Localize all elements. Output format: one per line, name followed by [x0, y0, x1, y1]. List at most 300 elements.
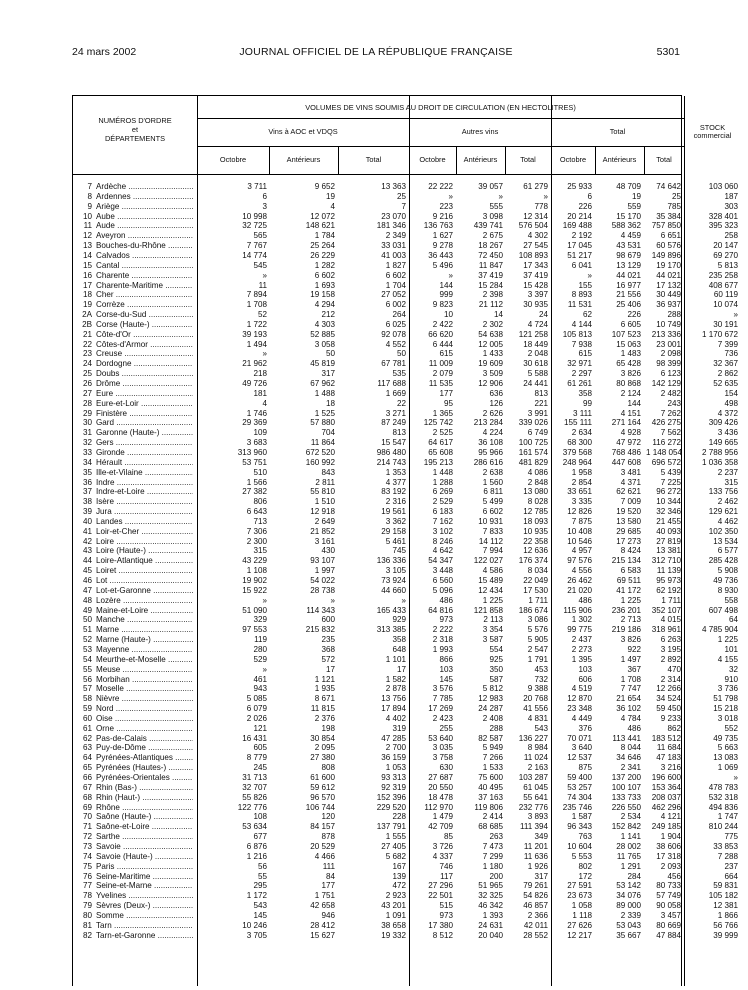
table-cell: 43 531 [616, 241, 641, 251]
table-cell: 18 [325, 398, 335, 408]
table-cell: 4 449 [571, 713, 592, 723]
table-cell: 3 397 [527, 290, 548, 300]
table-row [73, 447, 738, 458]
table-cell: 943 [253, 684, 267, 694]
table-cell: 329 [253, 615, 267, 625]
table-cell: 22 501 [428, 891, 453, 901]
table-cell: 1 483 [620, 349, 641, 359]
table-row [73, 507, 738, 517]
table-cell: 7 162 [432, 516, 453, 526]
table-cell: 121 [253, 723, 267, 733]
table-cell: 43 229 [242, 556, 267, 566]
table-cell: 8 779 [246, 753, 267, 763]
department-name: Corrèze ..... [96, 300, 193, 310]
table-cell: 42 709 [428, 822, 453, 832]
table-cell: 11 024 [523, 753, 548, 763]
table-cell: 367 [627, 664, 641, 674]
table-cell: 9 388 [527, 684, 548, 694]
table-cell: 7 [401, 201, 406, 211]
table-cell: 26 229 [310, 250, 335, 260]
table-cell: 208 037 [651, 792, 681, 802]
department-code: 49 [82, 605, 92, 615]
table-cell: 48 709 [616, 182, 641, 191]
table-cell: 120 [321, 812, 335, 822]
table-cell: 30 449 [656, 290, 681, 300]
table-row [73, 901, 738, 911]
table-cell: 13 534 [713, 536, 738, 546]
department-code: 16 [82, 270, 92, 280]
table-cell: 486 [578, 595, 592, 605]
table-cell: 16 431 [242, 733, 267, 743]
table-cell: 2 437 [571, 635, 592, 645]
table-cell: 4 015 [660, 615, 681, 625]
table-cell: 169 488 [562, 221, 592, 231]
table-cell: 4 459 [620, 231, 641, 241]
table-cell: 145 [253, 910, 267, 920]
department-code: 15 [82, 260, 92, 270]
department-code: 68 [82, 792, 92, 802]
table-cell: 3 271 [385, 408, 406, 418]
table-cell: 6 811 [483, 487, 503, 497]
table-cell: 75 600 [478, 773, 503, 782]
department-code: 58 [82, 694, 92, 704]
table-cell: 152 842 [611, 822, 641, 832]
table-cell: » [330, 595, 335, 605]
table-cell: » [543, 191, 548, 201]
table-cell: 3 826 [620, 369, 641, 379]
table-row [73, 339, 738, 350]
table-cell: 7 894 [246, 290, 267, 300]
table-row [73, 585, 738, 596]
table-cell: 6 577 [717, 546, 738, 556]
table-cell: 1 121 [314, 674, 335, 684]
table-cell: 545 [253, 260, 267, 270]
table-cell: 236 201 [611, 605, 641, 615]
table-cell: 470 [667, 664, 681, 674]
table-cell: 565 [253, 231, 267, 241]
department-code: 26 [82, 379, 92, 388]
table-cell: 249 185 [651, 822, 681, 832]
table-row [73, 369, 738, 379]
table-cell: 41 003 [381, 250, 406, 260]
department-name: Oise ..... [96, 714, 193, 724]
table-cell: 32 971 [567, 359, 592, 369]
table-cell: 7 747 [620, 684, 641, 694]
table-cell: 13 381 [656, 546, 681, 556]
department-name: Landes ..... [96, 517, 193, 527]
table-cell: 17 045 [567, 241, 592, 251]
table-cell: 3 111 [572, 408, 592, 418]
table-cell: 1 433 [482, 349, 503, 359]
table-cell: 97 553 [242, 625, 267, 635]
table-cell: 214 743 [376, 457, 406, 467]
table-cell: 3 018 [717, 713, 738, 723]
table-cell: 145 [439, 674, 453, 684]
department-name: Nord ..... [96, 704, 193, 714]
table-cell: 12 785 [523, 507, 548, 517]
table-cell: 20 040 [478, 930, 503, 940]
table-cell: 85 [443, 832, 453, 842]
department-code: 12 [82, 231, 92, 241]
table-row [73, 930, 738, 941]
department-code: 82 [82, 930, 92, 940]
table-cell: 510 [253, 467, 267, 477]
table-cell: 1 170 672 [701, 329, 738, 339]
table-cell: 11 201 [523, 841, 548, 851]
table-row [73, 773, 738, 783]
department-code: 81 [82, 920, 92, 930]
table-cell: 12 005 [478, 339, 503, 349]
table-cell: 54 022 [310, 576, 335, 585]
table-cell: 2 314 [660, 674, 681, 684]
table-cell: 24 287 [478, 704, 503, 714]
table-cell: 21 852 [310, 526, 335, 536]
table-cell: 121 858 [473, 605, 503, 615]
table-cell: 25 933 [567, 182, 592, 191]
table-cell: 456 [667, 871, 681, 881]
table-cell: 3 683 [246, 438, 267, 448]
table-cell: 3 726 [432, 841, 453, 851]
table-cell: 2 534 [620, 812, 641, 822]
table-cell: 7 767 [246, 241, 267, 251]
department-code: 25 [82, 369, 92, 379]
table-row [73, 644, 738, 655]
table-cell: 11 847 [478, 260, 503, 270]
table-cell: 133 756 [708, 487, 738, 497]
table-cell: 757 850 [651, 221, 681, 231]
table-cell: 55 641 [523, 792, 548, 802]
table-cell: 37 419 [478, 270, 503, 280]
table-cell: 11 535 [428, 379, 453, 388]
department-code: 2A [82, 310, 92, 320]
table-row [73, 398, 738, 409]
table-cell: 47 183 [656, 753, 681, 763]
table-cell: 4 144 [571, 319, 592, 329]
table-cell: 1 494 [246, 339, 267, 349]
table-cell: 7 994 [482, 546, 503, 556]
table-cell: 7 938 [571, 339, 592, 349]
table-cell: 49 736 [713, 576, 738, 585]
table-cell: 17 894 [381, 704, 406, 714]
department-name: Tarn-et-Garonne ..... [96, 931, 193, 941]
department-name: Corse-du-Sud ..... [96, 310, 193, 320]
table-cell: 142 129 [651, 379, 681, 388]
table-cell: 6 651 [660, 231, 681, 241]
table-cell: 56 766 [713, 920, 738, 930]
table-cell: 12 314 [523, 211, 548, 221]
table-cell: 2 713 [620, 615, 641, 625]
table-cell: 30 191 [713, 319, 738, 329]
table-cell: 176 374 [518, 556, 548, 566]
table-cell: 1 693 [314, 280, 335, 290]
table-cell: 309 426 [708, 418, 738, 428]
table-cell: 2 297 [571, 369, 592, 379]
table-row [73, 388, 738, 399]
table-cell: 36 108 [478, 438, 503, 448]
table-cell: 572 [321, 654, 335, 664]
table-cell: 286 616 [473, 457, 503, 467]
table-cell: 32 [728, 664, 738, 674]
table-cell: 45 819 [310, 359, 335, 369]
table-cell: 17 318 [656, 851, 681, 861]
table-cell: 235 258 [708, 270, 738, 280]
table-cell: 2 626 [482, 408, 503, 418]
table-cell: 4 724 [527, 319, 548, 329]
table-cell: 453 [534, 664, 548, 674]
table-cell: 19 [325, 191, 335, 201]
department-name: Ille-et-Vilaine ..... [96, 468, 193, 478]
department-code: 2B [82, 319, 92, 329]
table-cell: 4 466 [314, 851, 335, 861]
table-cell: 27 687 [428, 773, 453, 782]
table-cell: 1 091 [385, 910, 406, 920]
table-cell: 9 278 [432, 241, 453, 251]
department-name: Sèvres (Deux-) ..... [96, 901, 193, 911]
table-cell: 34 524 [656, 694, 681, 704]
table-cell: 55 [257, 871, 267, 881]
table-cell: 12 537 [567, 753, 592, 763]
table-row [73, 723, 738, 734]
table-cell: 136 227 [518, 733, 548, 743]
department-name: Cher ..... [96, 290, 193, 300]
table-cell: 35 384 [656, 211, 681, 221]
table-cell: 2 098 [660, 349, 681, 359]
department-code: 38 [82, 497, 92, 507]
table-cell: 328 401 [708, 211, 738, 221]
table-cell: 33 651 [567, 487, 592, 497]
table-cell: 746 [439, 861, 453, 871]
table-row [73, 211, 738, 222]
department-code: 8 [87, 191, 92, 201]
subcol-header: Antérieurs [463, 155, 498, 164]
department-code: 57 [82, 684, 92, 694]
subcol-header: Octobre [419, 155, 446, 164]
table-row [73, 871, 738, 882]
department-name: Côte-d'Or ..... [96, 330, 193, 340]
table-cell: 1 108 [246, 566, 267, 576]
table-cell: 51 090 [242, 605, 267, 615]
department-code: 53 [82, 644, 92, 654]
table-cell: 3 335 [571, 497, 592, 507]
table-cell: 16 977 [616, 280, 641, 290]
table-cell: 21 556 [616, 290, 641, 300]
table-cell: 27 545 [523, 241, 548, 251]
table-row [73, 566, 738, 576]
group-aoc-header: Vins à AOC et VDQS [268, 127, 338, 136]
table-cell: 84 157 [310, 822, 335, 832]
department-name: Eure ..... [96, 389, 193, 399]
table-cell: 4 302 [527, 231, 548, 241]
department-code: 22 [82, 339, 92, 349]
table-cell: 5 813 [717, 260, 738, 270]
table-cell: 22 049 [523, 576, 548, 585]
table-cell: 8 044 [620, 743, 641, 753]
department-code: 41 [82, 526, 92, 536]
table-cell: 3 457 [660, 910, 681, 920]
department-name: Indre-et-Loire ..... [96, 487, 193, 497]
table-cell: 59 612 [310, 782, 335, 792]
department-name: Tarn ..... [96, 921, 193, 931]
table-cell: 630 [439, 763, 453, 773]
table-cell: 59 831 [713, 881, 738, 891]
table-cell: 99 775 [567, 625, 592, 635]
table-cell: 57 880 [310, 418, 335, 428]
table-cell: 28 552 [523, 930, 548, 940]
table-cell: 80 669 [656, 920, 681, 930]
table-cell: 54 638 [478, 329, 503, 339]
department-code: 28 [82, 398, 92, 408]
table-cell: 946 [321, 910, 335, 920]
table-cell: 6 183 [432, 507, 453, 517]
table-row [73, 221, 738, 231]
table-cell: 14 112 [478, 536, 503, 546]
table-cell: 22 222 [428, 182, 453, 191]
department-name: Meuse ..... [96, 665, 193, 675]
table-cell: 99 [582, 398, 592, 408]
table-cell: 33 853 [713, 841, 738, 851]
table-cell: 37 419 [523, 270, 548, 280]
table-row [73, 743, 738, 753]
table-row [73, 487, 738, 497]
table-cell: 12 434 [478, 585, 503, 595]
department-code: 30 [82, 418, 92, 428]
table-cell: 43 201 [381, 901, 406, 911]
table-cell: 154 [724, 388, 738, 398]
table-cell: 113 441 [612, 733, 641, 743]
table-cell: 96 343 [567, 822, 592, 832]
table-cell: 74 642 [656, 182, 681, 191]
table-cell: 986 480 [376, 447, 406, 457]
table-cell: 3 436 [717, 428, 738, 438]
department-code: 77 [82, 881, 92, 891]
table-cell: 3 [262, 201, 267, 211]
table-cell: 212 [321, 310, 335, 320]
table-cell: 107 523 [611, 329, 641, 339]
table-row [73, 674, 738, 685]
table-cell: 3 758 [432, 753, 453, 763]
table-cell: 139 [392, 871, 406, 881]
table-cell: 28 002 [616, 841, 641, 851]
table-cell: 7 288 [717, 851, 738, 861]
table-cell: 1 958 [571, 467, 592, 477]
table-cell: 11 [258, 280, 267, 290]
table-cell: 605 [253, 743, 267, 753]
department-code: 59 [82, 704, 92, 714]
table-cell: 6 [587, 191, 592, 201]
department-name: Creuse ..... [96, 349, 193, 359]
table-cell: 481 829 [518, 457, 548, 467]
table-cell: 3 705 [246, 930, 267, 940]
table-cell: 38 658 [381, 920, 406, 930]
table-cell: 215 134 [611, 556, 641, 566]
table-cell: 12 072 [310, 211, 335, 221]
department-name: Rhin (Haut-) ..... [96, 793, 193, 803]
table-cell: 1 118 [572, 910, 592, 920]
table-cell: 232 776 [518, 802, 548, 812]
table-cell: 5 949 [482, 743, 503, 753]
stock-header-line1: STOCK [699, 123, 726, 132]
department-name: Isère ..... [96, 497, 193, 507]
table-cell: 22 358 [523, 536, 548, 546]
table-row [73, 467, 738, 478]
table-cell: 15 218 [713, 704, 738, 714]
table-row [73, 753, 738, 763]
department-name: Mayenne ..... [96, 645, 193, 655]
department-code: 13 [82, 241, 92, 251]
table-row [73, 546, 738, 556]
table-cell: 19 [631, 191, 641, 201]
table-cell: 115 906 [563, 605, 592, 615]
table-cell: 1 302 [571, 615, 592, 625]
table-cell: 607 498 [708, 605, 738, 615]
table-cell: 15 428 [523, 280, 548, 290]
table-cell: 1 993 [432, 644, 453, 654]
table-cell: 8 424 [620, 546, 641, 556]
table-cell: » [262, 595, 267, 605]
department-name: Manche ..... [96, 615, 193, 625]
table-cell: 288 [667, 310, 681, 320]
table-cell: 15 063 [616, 339, 641, 349]
table-cell: 352 107 [651, 605, 681, 615]
department-name: Drôme ..... [96, 379, 193, 389]
table-cell: 2 095 [314, 743, 335, 753]
table-cell: 117 688 [377, 379, 406, 388]
table-cell: 137 791 [376, 822, 406, 832]
table-cell: 97 576 [567, 556, 592, 566]
table-cell: 29 369 [242, 418, 267, 428]
table-cell: 339 026 [518, 418, 548, 428]
table-cell: 6 444 [432, 339, 453, 349]
table-cell: 7 009 [620, 497, 641, 507]
department-name: Nièvre ..... [96, 694, 193, 704]
table-cell: 8 984 [527, 743, 548, 753]
table-cell: 10 998 [242, 211, 267, 221]
table-cell: 13 083 [713, 753, 738, 763]
table-row [73, 654, 738, 665]
table-cell: 3 035 [432, 743, 453, 753]
department-code: 47 [82, 585, 92, 595]
table-cell: 152 396 [376, 792, 406, 802]
department-name: Saône (Haute-) ..... [96, 812, 193, 822]
table-row [73, 861, 738, 872]
table-cell: 27 819 [656, 536, 681, 546]
table-cell: 53 043 [616, 920, 641, 930]
department-name: Seine-et-Marne ..... [96, 881, 193, 891]
table-cell: 53 634 [242, 822, 267, 832]
table-cell: 38 606 [656, 841, 681, 851]
table-cell: 37 163 [478, 792, 503, 802]
table-cell: 6 560 [432, 576, 453, 585]
table-cell: 149 665 [708, 438, 738, 448]
table-cell: 11 815 [310, 704, 335, 714]
table-cell: 177 [321, 881, 335, 891]
table-cell: 19 520 [616, 507, 641, 517]
table-cell: 200 [489, 871, 503, 881]
table-cell: 9 233 [660, 713, 681, 723]
table-cell: 72 450 [478, 250, 503, 260]
table-cell: 1 708 [620, 674, 641, 684]
table-cell: 5 576 [527, 625, 548, 635]
department-name: Corse (Haute-) ..... [96, 320, 193, 330]
table-cell: 89 000 [616, 901, 641, 911]
table-row [73, 428, 738, 438]
department-name: Charente ..... [96, 271, 193, 281]
table-cell: 111 [322, 861, 335, 871]
table-cell: 39 193 [242, 329, 267, 339]
department-code: 40 [82, 516, 92, 526]
table-cell: 6 263 [660, 635, 681, 645]
table-cell: 11 531 [567, 300, 592, 310]
